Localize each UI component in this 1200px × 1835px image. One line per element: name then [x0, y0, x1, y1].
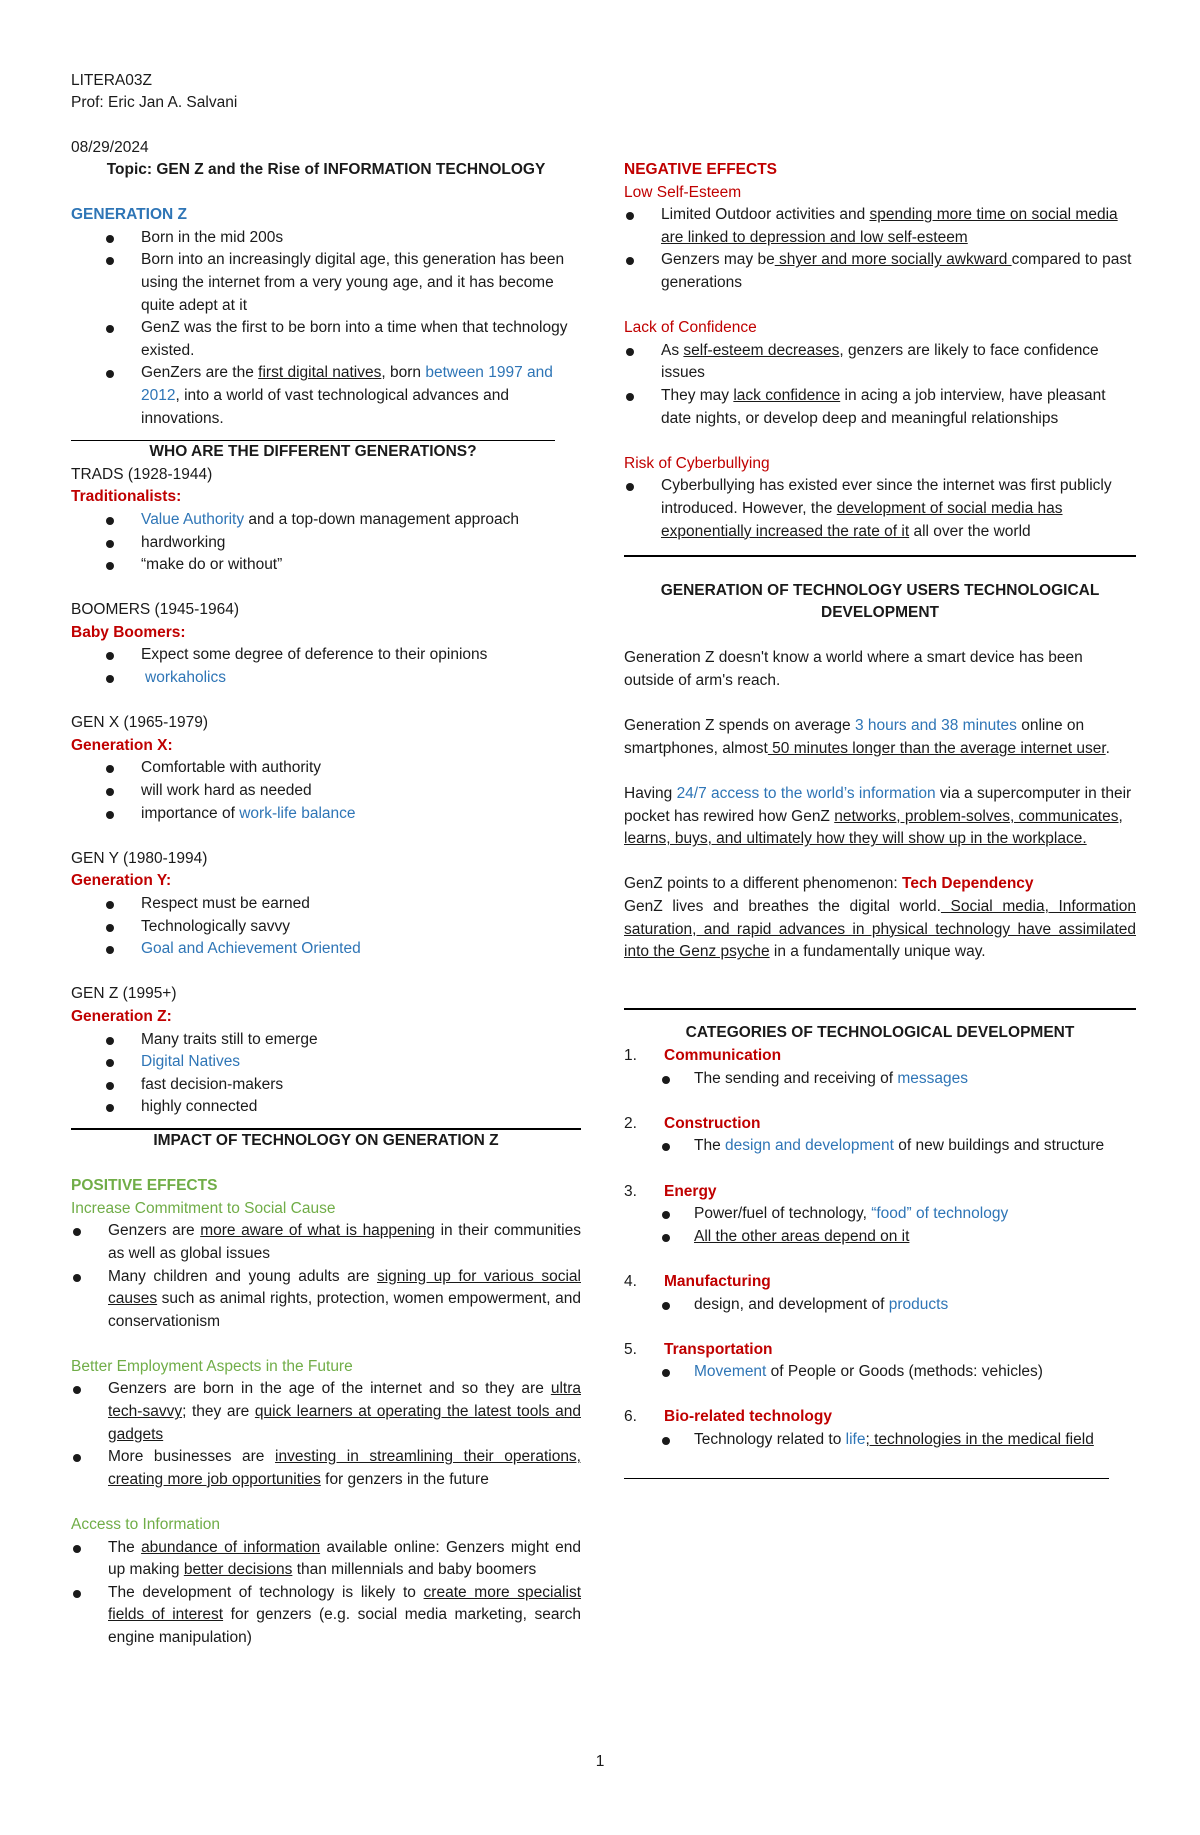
list-item: [71, 509, 581, 532]
list-item: Born into an increasingly digital age, this generation has been using the internet from a very young age, and it has become quite adept at it: [71, 249, 581, 317]
list-item: fast decision-makers: [71, 1074, 581, 1097]
text: and a top-down management approach: [244, 510, 520, 528]
category-bio-related-technology: [624, 1406, 1136, 1429]
cyberbullying-list: [624, 475, 1136, 543]
genx-range: GEN X (1965-1979): [71, 714, 208, 732]
text: Movement: [694, 1363, 767, 1381]
text: Communication: [664, 1046, 782, 1064]
topic-title: Topic: GEN Z and the Rise of INFORMATION TECHNOLOGY: [106, 161, 546, 178]
text: networks, problem-solves, communicates, learns, buys, and ultimately how they will show up in the workplace.: [624, 807, 1123, 848]
list-item: [624, 475, 1136, 543]
tech-users-paragraph-4: [624, 873, 1136, 896]
list-item: Technologically savvy: [71, 916, 581, 939]
text: Power/fuel of technology,: [694, 1205, 872, 1223]
social-cause-list: [71, 1220, 581, 1333]
text: design and development: [725, 1137, 894, 1155]
generations-heading: WHO ARE THE DIFFERENT GENERATIONS?: [149, 443, 477, 461]
tech-users-paragraph-1: Generation Z doesn't know a world where a smart device has been outside of arm's reach.: [624, 649, 1083, 690]
lecture-date: 08/29/2024: [71, 138, 149, 156]
text: 3.: [624, 1182, 637, 1200]
list-item: highly connected: [71, 1096, 581, 1119]
employment-title: Better Employment Aspects in the Future: [71, 1357, 353, 1375]
text: of People or Goods (methods: vehicles): [766, 1363, 1043, 1381]
list-item: [624, 1203, 1136, 1226]
list-item: Born in the mid 200s: [71, 227, 581, 250]
text: self-esteem decreases: [683, 341, 840, 359]
text: Energy: [664, 1182, 717, 1200]
text: ; technologies in the medical field: [865, 1431, 1094, 1449]
genz-traits-list: [71, 1029, 581, 1119]
list-item: [624, 249, 1136, 294]
text: online on smartphones, almost: [624, 717, 1085, 757]
text: Genzers are: [108, 1222, 201, 1240]
confidence-title: Lack of Confidence: [624, 319, 757, 337]
tech-users-paragraph-5: [624, 896, 1136, 964]
text: GenZers are the: [141, 364, 259, 382]
trads-name: Traditionalists:: [71, 488, 182, 506]
tech-users-paragraph-3: [624, 783, 1136, 851]
manufacturing-list: [624, 1294, 1136, 1317]
cyberbullying-title: Risk of Cyberbullying: [624, 454, 770, 472]
list-item: [624, 1429, 1136, 1452]
text: work-life balance: [239, 804, 356, 822]
text: in their communities as well as global issues: [108, 1222, 581, 1262]
text: messages: [897, 1069, 969, 1087]
generation-z-list: [71, 227, 581, 430]
list-item: Expect some degree of deference to their opinions: [71, 644, 581, 667]
text: ultra tech-savvy: [108, 1380, 581, 1421]
tech-users-heading: GENERATION OF TECHNOLOGY USERS TECHNOLOGICAL DEVELOPMENT: [660, 581, 1100, 622]
text: “food” of technology: [871, 1205, 1009, 1223]
genx-name: Generation X:: [71, 736, 173, 754]
text: products: [888, 1295, 949, 1313]
text: Having: [624, 785, 677, 803]
text: better decisions: [183, 1561, 293, 1579]
positive-effects-heading: POSITIVE EFFECTS: [71, 1177, 218, 1195]
communication-list: [624, 1068, 1136, 1091]
self-esteem-title: Low Self-Esteem: [624, 183, 742, 201]
text: importance of: [141, 804, 240, 822]
text: compared to past generations: [661, 251, 1132, 291]
text: spending more time on social media are linked to depression and low self-esteem: [661, 206, 1118, 246]
negative-effects-heading: NEGATIVE EFFECTS: [624, 161, 778, 178]
text: Genzers may be: [661, 251, 775, 269]
list-item: Comfortable with authority: [71, 757, 581, 780]
text: Construction: [664, 1114, 761, 1132]
category-transportation: [624, 1339, 1136, 1362]
list-item: [624, 340, 1136, 385]
text: Social media, Information saturation, and rapid advances in physical technology have assimilated into the Genz psyche: [624, 898, 1137, 961]
list-item: All the other areas depend on it: [624, 1226, 1136, 1249]
genz-range: GEN Z (1995+): [71, 985, 177, 1003]
text: quick learners at operating the latest tools and gadgets: [108, 1403, 581, 1443]
text: The sending and receiving of: [694, 1069, 898, 1087]
text: such as animal rights, protection, women empowerment, and conservationism: [108, 1290, 581, 1330]
text: create more specialist fields of interest: [108, 1583, 582, 1624]
text: The: [694, 1137, 726, 1155]
right-column: [624, 159, 1136, 1479]
impact-heading: IMPACT OF TECHNOLOGY ON GENERATION Z: [153, 1131, 499, 1149]
text: for genzers (e.g. social media marketing, search engine manipulation): [108, 1606, 581, 1646]
text: They may: [661, 386, 734, 404]
list-item: workaholics: [71, 667, 581, 690]
text: more aware of what is happening: [200, 1222, 435, 1240]
list-item: “make do or without”: [71, 554, 581, 577]
construction-list: [624, 1135, 1136, 1158]
categories-heading: CATEGORIES OF TECHNOLOGICAL DEVELOPMENT: [685, 1024, 1075, 1042]
text: Tech Dependency: [902, 875, 1034, 893]
text: in acing a job interview, have pleasant date nights, or develop deep and meaningful relationships: [661, 386, 1106, 427]
text: Transportation: [664, 1340, 773, 1358]
list-item: Many traits still to emerge: [71, 1029, 581, 1052]
text: design, and development of: [694, 1295, 889, 1313]
category-manufacturing: [624, 1271, 1136, 1294]
confidence-list: [624, 340, 1136, 430]
geny-list: [71, 893, 581, 961]
text: 3 hours and 38 minutes: [854, 717, 1017, 735]
text: Technology related to: [694, 1431, 846, 1449]
text: for genzers in the future: [320, 1470, 489, 1488]
text: Many children and young adults are: [108, 1267, 377, 1285]
tech-users-paragraph-2: [624, 715, 1136, 760]
text: Limited Outdoor activities and: [661, 206, 870, 224]
self-esteem-list: [624, 204, 1136, 294]
text: development of social media has exponentially increased the rate of it: [661, 499, 1063, 540]
text: signing up for various social causes: [108, 1267, 581, 1308]
page-number: 1: [595, 1753, 605, 1770]
list-item: [71, 1266, 581, 1334]
transportation-list: [624, 1361, 1136, 1384]
list-item: [624, 1361, 1136, 1384]
list-item: [71, 1537, 581, 1582]
text: .: [1105, 739, 1110, 757]
text: abundance of information: [141, 1538, 321, 1556]
list-item: [71, 803, 581, 826]
text: 2.: [624, 1114, 637, 1132]
category-construction: [624, 1113, 1136, 1136]
text: all over the world: [909, 522, 1031, 540]
text: Value Authority: [141, 510, 245, 528]
text: 24/7 access to the world’s information: [676, 785, 936, 803]
list-item: [71, 1220, 581, 1265]
text: More businesses are: [108, 1448, 276, 1466]
text: investing in streamlining their operations, creating more job opportunities: [108, 1448, 581, 1488]
text: than millennials and baby boomers: [292, 1561, 537, 1579]
text: GenZ lives and breathes the digital world.: [624, 898, 941, 915]
text: The development of technology is likely to: [108, 1583, 424, 1601]
text: of new buildings and structure: [893, 1137, 1105, 1155]
category-communication: [624, 1045, 1136, 1068]
text: GenZ points to a different phenomenon:: [624, 875, 903, 893]
course-code: LITERA03Z: [71, 72, 152, 89]
category-energy: [624, 1181, 1136, 1204]
trads-list: [71, 509, 581, 577]
text: Genzers are born in the age of the internet and so they are: [108, 1380, 551, 1398]
text: 5.: [624, 1340, 637, 1358]
text: ; they are: [182, 1403, 255, 1421]
genx-list: [71, 757, 581, 825]
list-item: hardworking: [71, 532, 581, 555]
list-item: Goal and Achievement Oriented: [71, 938, 581, 961]
boomers-name: Baby Boomers:: [71, 623, 186, 641]
text: first digital natives: [258, 364, 382, 382]
text: lack confidence: [733, 386, 841, 404]
list-item: GenZ was the first to be born into a time when that technology existed.: [71, 317, 581, 362]
geny-name: Generation Y:: [71, 872, 172, 890]
energy-list: [624, 1203, 1136, 1248]
access-list: [71, 1537, 581, 1650]
divider: [624, 1478, 1109, 1479]
text: , born: [381, 364, 426, 382]
left-column: [71, 159, 581, 1650]
bio-related-list: [624, 1429, 1136, 1452]
list-item: will work hard as needed: [71, 780, 581, 803]
list-item: [624, 1068, 1136, 1091]
text: 50 minutes longer than the average internet user: [767, 739, 1106, 757]
access-title: Access to Information: [71, 1516, 221, 1534]
list-item: [71, 362, 581, 430]
generation-z-heading: GENERATION Z: [71, 206, 187, 224]
professor-name: Prof: Eric Jan A. Salvani: [71, 94, 238, 111]
boomers-list: [71, 644, 581, 689]
text: As: [661, 341, 684, 359]
list-item: [624, 1135, 1136, 1158]
text: , genzers are likely to face confidence issues: [661, 341, 1099, 382]
list-item: [624, 385, 1136, 430]
text: shyer and more socially awkward: [774, 251, 1012, 269]
text: 4.: [624, 1272, 637, 1290]
text: 1.: [624, 1046, 637, 1064]
list-item: [71, 1582, 581, 1650]
document-header: [71, 70, 237, 159]
text: Cyberbullying has existed ever since the internet was first publicly introduced. However, the: [661, 477, 1112, 517]
trads-range: TRADS (1928-1944): [71, 465, 213, 483]
text: , into a world of vast technological advances and innovations.: [141, 386, 509, 427]
text: life: [845, 1431, 866, 1449]
text: Bio-related technology: [664, 1408, 832, 1426]
geny-range: GEN Y (1980-1994): [71, 849, 208, 867]
list-item: [71, 1378, 581, 1446]
list-item: Respect must be earned: [71, 893, 581, 916]
text: 6.: [624, 1408, 637, 1426]
text: in a fundamentally unique way.: [769, 943, 986, 961]
text: Generation Z spends on average: [624, 717, 855, 735]
text: Manufacturing: [664, 1272, 771, 1290]
genz-name: Generation Z:: [71, 1007, 172, 1025]
boomers-range: BOOMERS (1945-1964): [71, 601, 239, 619]
list-item: [71, 1446, 581, 1491]
text: via a supercomputer in their pocket has rewired how GenZ: [624, 785, 1132, 825]
social-cause-title: Increase Commitment to Social Cause: [71, 1199, 336, 1217]
list-item: [624, 1294, 1136, 1317]
text: between 1997 and 2012: [141, 364, 553, 404]
text: available online: Genzers might end up making: [108, 1538, 582, 1579]
employment-list: [71, 1378, 581, 1491]
text: The: [108, 1538, 142, 1556]
list-item: Digital Natives: [71, 1051, 581, 1074]
list-item: [624, 204, 1136, 249]
